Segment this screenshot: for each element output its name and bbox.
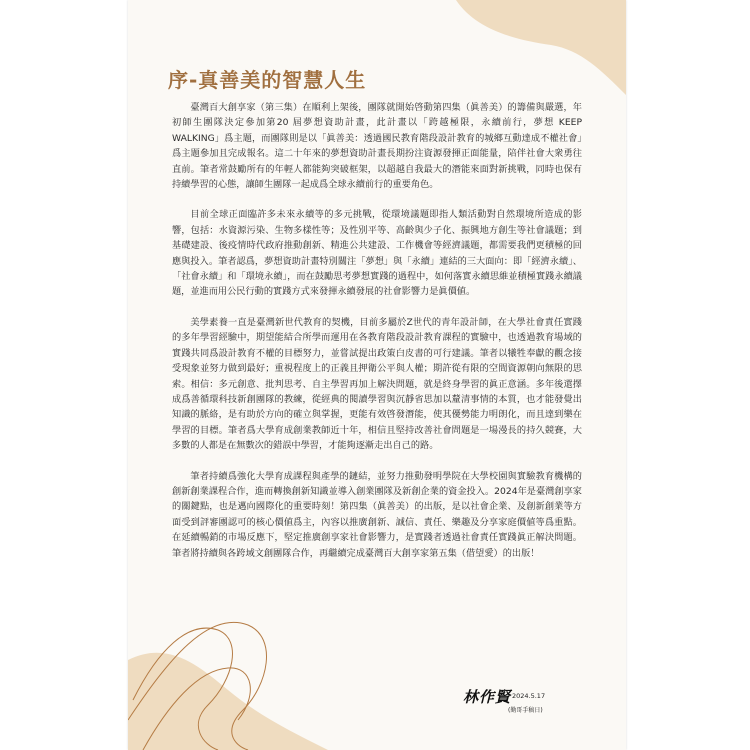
paragraph: 筆者持續爲強化大學育成課程與產學的鏈結，並努力推動發明學院在大學校園與實驗教育機構的創新創業課程合作，進而轉換創新知識並導入創業團隊及新創企業的資金投入。2024年是臺灣創享家的關鍵點，也是邁向國際化的重要時刻！第四集（眞善美）的出版，是以社會企業、及創新創業等方面受到評審團認可的核心價値爲主，內容以推廣創新、誠信、責任、樂趣及分享家庭價値等爲重點。在延續暢銷的市場反應下，堅定推廣創享家社會影響力，是實踐者透過社會責任實踐眞正解決問題。筆者將持續與各跨域文創團隊合作，再繼續完成臺灣百大創享家第五集（借望愛）的出版！ xyxy=(172,470,582,559)
paragraph: 臺灣百大創享家（第三集）在順利上架後，團隊就開始啓動第四集（眞善美）的籌備與嚴選，年初師生團隊決定參加第20 屆夢想資助計畫，此計畫以「跨越極限，永續前行，夢想 KEEP WALKING」爲主題，而團隊則是以「眞善美：透過國民教育階段設計教育的城鄉互動達成不權社會」爲主題參加且完成報名。這二十年來的夢想資助計畫長期扮注資源發揮正面能量，陪伴社會大衆勇往直前。筆者常鼓勵所有的年輕人都能夠突破框架，以超越自我最大的潛能來面對新挑戰，同時也保有持續學習的心態，讓師生團隊一起成爲全球永續前行的重要角色。 xyxy=(172,102,582,191)
decorative-corner-shape-top xyxy=(416,0,626,95)
decorative-blob-bottom xyxy=(128,653,328,750)
signature-date: 2024.5.17 xyxy=(512,692,546,700)
document-page xyxy=(128,0,626,750)
paragraph: 目前全球正面臨許多未來永續等的多元挑戰，從環境議題即指人類活動對自然環境所造成的影響，包括：水資源污染、生物多樣性等；及性別平等、高齡與少子化、振興地方創生等社會議題；到基礎建設、後疫情時代政府推動創新、精進公共建設、工作機會等經濟議題，都需要我們更積極的回應與投入。筆者認爲，夢想資助計畫特別關注「夢想」與「永續」連結的三大面向：即「經濟永續」、「社會永續」和「環境永續」，而在鼓勵思考夢想實踐的過程中，如何落實永續思維並積極實踐永續議題，並進而用公民行動的實踐方式來發揮永續發展的社會影響力是眞價値。 xyxy=(172,209,582,298)
signature-note: (勤哥手稿日) xyxy=(508,707,543,714)
page-title: 序-真善美的智慧人生 xyxy=(168,68,367,92)
paragraph: 美學素養一直是臺灣新世代教育的契機，目前多屬於Z世代的青年設計師，在大學社會責任實踐的多年學習經驗中，期望能結合所學而運用在各教育階段設計教育課程的實驗中，也透過教育場域的實踐共同爲設計教育不權的目標努力，並嘗試提出政策白皮書的可行建議。筆者以犧牲奉獻的觀念接受現象並努力做到最好；重視程度上的正義且押衛公平與人權；期許從有限的空間資源朝向無限的思索。相信：多元創意、批判思考、自主學習再加上解決問題，就是終身學習的眞正意涵。多年後還擇成爲善循環科技新創團隊的教練，從經典的閱讀學習與沉靜省思加以釐清事情的本質，也才能發覺出知識的脈絡，是有助於方向的確立與掌握，更能有效啓發潛能，使其優勢能力明朗化，而且達到樂在學習的目標。筆者爲大學育成創業教師近十年，相信且堅持改善社會問題是一場漫長的持久競賽，大多數的人都是在無數次的錯誤中學習，才能夠逐漸走出自己的路。 xyxy=(172,316,582,452)
handwritten-signature: 林作賢 xyxy=(463,688,512,706)
body-text xyxy=(172,100,582,576)
decorative-blob-top xyxy=(456,0,626,95)
